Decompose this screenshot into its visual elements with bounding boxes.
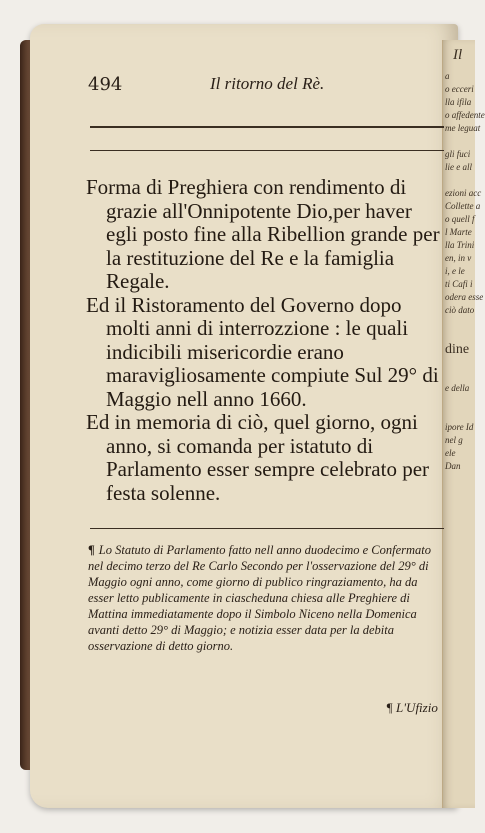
facing-page-line: e della <box>445 383 470 393</box>
facing-page-line: lla Trini <box>445 240 475 250</box>
facing-page-line: ele <box>445 448 456 458</box>
facing-page-line: o affedente <box>445 110 485 120</box>
header-rule-bottom <box>90 150 444 151</box>
facing-page-line: lie e all <box>445 162 472 172</box>
catchword: ¶ L'Ufizio <box>386 700 438 715</box>
facing-page-line: me leguat <box>445 123 481 133</box>
page-number: 494 <box>88 74 123 95</box>
facing-page-line: gli fuci <box>445 149 471 159</box>
facing-page-line: l Marte <box>445 227 472 237</box>
section-rule <box>90 528 444 529</box>
facing-page-line <box>443 356 475 369</box>
facing-page-line: o ecceri <box>445 84 474 94</box>
facing-page-line: ipore Id <box>445 422 474 432</box>
facing-page-line <box>443 174 475 187</box>
facing-page-line: dine <box>445 342 470 357</box>
facing-page-line <box>443 369 475 382</box>
facing-page-line: en, in v <box>445 253 472 263</box>
facing-page-line: odera esse <box>445 292 484 302</box>
paragraph-prayer-title: Forma di Preghiera con rendimento di grazie all'Onnipotente Dio,per haver egli posto fine alla Ribellion grande per la restituzione del Re e la famiglia Regale. <box>86 175 440 293</box>
facing-page-line: Dan <box>445 461 461 471</box>
running-title: Il ritorno del Rè. <box>210 74 325 93</box>
facing-page-line <box>443 317 475 330</box>
pilcrow-mark: ¶ <box>88 543 95 557</box>
facing-page-line <box>443 395 475 408</box>
page-header <box>58 68 438 108</box>
header-rule-top <box>90 126 444 128</box>
facing-page-line: o quell f <box>445 214 475 224</box>
facing-page-line <box>443 408 475 421</box>
facing-page-line: a <box>445 71 450 81</box>
facing-page-line: nel g <box>445 435 463 445</box>
facing-page-line <box>443 135 475 148</box>
facing-page-line: ezioni acc <box>445 188 482 198</box>
facing-page-line: ti Cafi i <box>445 279 473 289</box>
rubric-note-text: Lo Statuto di Parlamento fatto nell anno duodecimo e Confermato nel decimo terzo del Re Carlo Secondo per l'osservazione del 29° di Maggio ogni anno, come giorno di publico ringraziamento, ha da esser letto publicamente in ciascheduna chiesa alle Preghiere di Mattina immediatamente dopo il Simbolo Niceno nella Domenica avanti detto 29° di Maggio; e notizia esser data per la debita osservazione di detto giorno. <box>88 543 432 653</box>
facing-page-text <box>443 40 485 473</box>
facing-page-edge <box>442 40 485 808</box>
facing-page-line: lla ifila <box>445 97 472 107</box>
facing-page-line: ciò dato <box>445 305 475 315</box>
facing-page-line: Il <box>453 47 463 63</box>
facing-page-line: Collette a <box>445 201 481 211</box>
paragraph-memorial: Ed in memoria di ciò, quel giorno, ogni anno, si comanda per istatuto di Parlamento esser sempre celebrato per festa solenne. <box>86 410 430 505</box>
facing-page-line: i, e le <box>445 266 465 276</box>
paragraph-restoration: Ed il Ristoramento del Governo dopo molti anni di interrozzione : le quali indicibili misericordie erano maravigliosamente compiute Sul 29° di Maggio nell anno 1660. <box>86 292 439 411</box>
main-text <box>86 176 446 505</box>
rubric-note <box>88 542 446 654</box>
